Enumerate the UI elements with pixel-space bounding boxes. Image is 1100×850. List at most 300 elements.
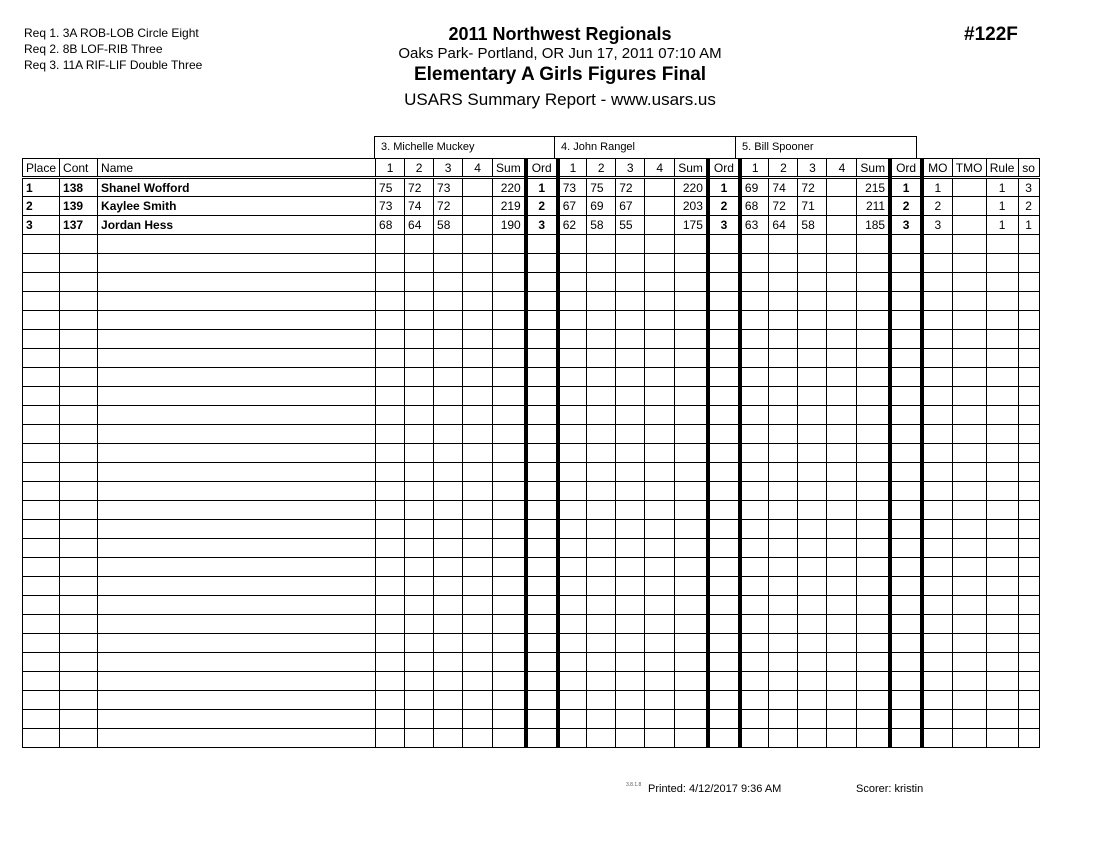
judge1-score1-cell — [376, 596, 405, 615]
table-row — [23, 178, 1040, 197]
judge3-score1-cell — [740, 596, 769, 615]
judge3-score2-cell — [769, 444, 798, 463]
judge3-score2-cell — [769, 349, 798, 368]
contestant-number-cell — [60, 596, 98, 615]
judge1-ordinal-cell: 1 — [526, 178, 558, 197]
place-cell — [23, 463, 60, 482]
judge3-ordinal-cell — [890, 273, 922, 292]
judge3-sum-cell — [857, 273, 890, 292]
judge2-score3-cell — [616, 444, 645, 463]
judge3-score2-cell — [769, 387, 798, 406]
contestant-number-cell — [60, 577, 98, 596]
judge2-score2-cell — [587, 596, 616, 615]
mo-cell — [922, 330, 952, 349]
judge3-sum-cell — [857, 710, 890, 729]
rule-cell — [986, 558, 1018, 577]
judge1-score3-cell — [434, 273, 463, 292]
judge2-score4-cell — [645, 273, 675, 292]
judge1-score2-cell — [405, 273, 434, 292]
judge3-sum-cell — [857, 653, 890, 672]
judge1-ordinal-cell — [526, 463, 558, 482]
mo-cell — [922, 235, 952, 254]
rule-cell — [986, 311, 1018, 330]
judge3-score1-cell — [740, 311, 769, 330]
place-cell — [23, 292, 60, 311]
judge2-score2-cell — [587, 387, 616, 406]
judge2-ordinal-cell: 2 — [708, 197, 740, 216]
col-header-judge1-score2: 2 — [405, 159, 434, 178]
judge2-score2-cell — [587, 653, 616, 672]
judge1-score2-cell — [405, 672, 434, 691]
judge2-score1-cell — [558, 254, 587, 273]
judge3-sum-cell — [857, 349, 890, 368]
table-row — [23, 691, 1040, 710]
judge1-sum-cell — [493, 406, 526, 425]
judge1-score2-cell — [405, 615, 434, 634]
tmo-cell — [952, 710, 986, 729]
so-cell — [1018, 672, 1039, 691]
judge2-ordinal-cell — [708, 463, 740, 482]
judge3-score1-cell — [740, 387, 769, 406]
place-cell — [23, 558, 60, 577]
location-date: Oaks Park- Portland, OR Jun 17, 2011 07:10 AM — [398, 45, 722, 62]
judge3-score1-cell — [740, 292, 769, 311]
judge3-score3-cell — [798, 406, 827, 425]
event-number: #122F — [964, 24, 1018, 45]
place-cell — [23, 653, 60, 672]
tmo-cell — [952, 729, 986, 748]
judge2-score2-cell — [587, 311, 616, 330]
judge3-score4-cell — [827, 615, 857, 634]
judge1-score1-cell — [376, 444, 405, 463]
judge2-sum-cell — [675, 520, 708, 539]
judge3-sum-cell — [857, 634, 890, 653]
judge1-sum-cell — [493, 311, 526, 330]
judge1-score3-cell — [434, 425, 463, 444]
judge3-score1-cell — [740, 634, 769, 653]
judge1-score4-cell — [463, 558, 493, 577]
contestant-number-cell: 137 — [60, 216, 98, 235]
judge1-sum-cell — [493, 729, 526, 748]
judge1-score3-cell — [434, 615, 463, 634]
so-cell — [1018, 425, 1039, 444]
judge2-ordinal-cell — [708, 615, 740, 634]
judge2-score1-cell — [558, 634, 587, 653]
judge1-score1-cell — [376, 653, 405, 672]
judge1-sum-cell — [493, 520, 526, 539]
col-header-judge3-score4: 4 — [827, 159, 857, 178]
judge1-score3-cell — [434, 349, 463, 368]
contestant-number-cell — [60, 691, 98, 710]
contestant-number-cell — [60, 387, 98, 406]
judge3-score1-cell — [740, 273, 769, 292]
col-header-judge2-score3: 3 — [616, 159, 645, 178]
judge1-score4-cell — [463, 311, 493, 330]
judge3-score2-cell — [769, 463, 798, 482]
judge2-score2-cell — [587, 539, 616, 558]
judge2-score1-cell — [558, 596, 587, 615]
requirement-2: Req 2. 8B LOF-RIB Three — [24, 42, 163, 56]
judge2-ordinal-cell — [708, 577, 740, 596]
judge2-score1-cell — [558, 387, 587, 406]
judge2-score3-cell — [616, 387, 645, 406]
judge3-score2-cell — [769, 311, 798, 330]
judge3-sum-cell — [857, 539, 890, 558]
rule-cell — [986, 368, 1018, 387]
tmo-cell — [952, 539, 986, 558]
judge2-score2-cell: 75 — [587, 178, 616, 197]
judge2-score2-cell — [587, 691, 616, 710]
col-header-tmo: TMO — [952, 159, 986, 178]
judge1-ordinal-cell — [526, 672, 558, 691]
judge1-score4-cell — [463, 672, 493, 691]
judge3-score4-cell — [827, 634, 857, 653]
judge3-score1-cell — [740, 406, 769, 425]
judge3-sum-cell — [857, 235, 890, 254]
mo-cell — [922, 254, 952, 273]
so-cell — [1018, 539, 1039, 558]
contestant-number-cell — [60, 615, 98, 634]
judge-header-3: 5. Bill Spooner — [735, 136, 917, 158]
judge2-sum-cell: 175 — [675, 216, 708, 235]
judge3-ordinal-cell — [890, 615, 922, 634]
judge3-sum-cell: 185 — [857, 216, 890, 235]
judge2-score3-cell — [616, 501, 645, 520]
judge3-score2-cell — [769, 558, 798, 577]
judge2-score2-cell — [587, 444, 616, 463]
judge2-score1-cell — [558, 577, 587, 596]
judge2-score3-cell — [616, 463, 645, 482]
judge2-ordinal-cell — [708, 311, 740, 330]
so-cell — [1018, 710, 1039, 729]
judge3-score4-cell — [827, 235, 857, 254]
table-row — [23, 577, 1040, 596]
tmo-cell — [952, 577, 986, 596]
tmo-cell — [952, 406, 986, 425]
judge1-sum-cell — [493, 235, 526, 254]
judge2-ordinal-cell: 3 — [708, 216, 740, 235]
judge3-sum-cell: 215 — [857, 178, 890, 197]
rule-cell — [986, 254, 1018, 273]
judge3-score3-cell — [798, 653, 827, 672]
judge2-score2-cell — [587, 406, 616, 425]
judge3-score3-cell — [798, 463, 827, 482]
version-label: 3.8.1.8 — [626, 782, 642, 788]
judge1-sum-cell — [493, 292, 526, 311]
judge2-score4-cell — [645, 254, 675, 273]
judge3-score3-cell — [798, 482, 827, 501]
judge3-score2-cell — [769, 254, 798, 273]
tmo-cell — [952, 463, 986, 482]
judge1-score3-cell — [434, 311, 463, 330]
judge2-sum-cell — [675, 653, 708, 672]
place-cell — [23, 691, 60, 710]
so-cell — [1018, 596, 1039, 615]
judge2-ordinal-cell — [708, 349, 740, 368]
table-row — [23, 197, 1040, 216]
skater-name-cell — [98, 349, 376, 368]
judge1-sum-cell — [493, 615, 526, 634]
judge1-ordinal-cell — [526, 387, 558, 406]
table-row — [23, 387, 1040, 406]
judge2-score3-cell — [616, 596, 645, 615]
judge3-score2-cell — [769, 501, 798, 520]
judge2-ordinal-cell — [708, 691, 740, 710]
judge1-score4-cell — [463, 729, 493, 748]
judge2-score4-cell — [645, 596, 675, 615]
judge3-score3-cell: 71 — [798, 197, 827, 216]
judge1-score3-cell — [434, 672, 463, 691]
judge1-score2-cell — [405, 577, 434, 596]
rule-cell — [986, 596, 1018, 615]
judge2-sum-cell — [675, 577, 708, 596]
judge2-sum-cell — [675, 634, 708, 653]
mo-cell — [922, 501, 952, 520]
table-row — [23, 615, 1040, 634]
judge1-score3-cell — [434, 444, 463, 463]
judge3-score2-cell: 74 — [769, 178, 798, 197]
judge1-sum-cell — [493, 444, 526, 463]
so-cell: 2 — [1018, 197, 1039, 216]
judge2-ordinal-cell — [708, 330, 740, 349]
table-row — [23, 216, 1040, 235]
judge2-score4-cell — [645, 482, 675, 501]
judge2-score2-cell — [587, 482, 616, 501]
judge2-score3-cell — [616, 406, 645, 425]
so-cell — [1018, 387, 1039, 406]
judge1-score1-cell — [376, 710, 405, 729]
judge2-score4-cell — [645, 349, 675, 368]
judge3-ordinal-cell — [890, 577, 922, 596]
judge1-score2-cell — [405, 368, 434, 387]
judge2-score2-cell — [587, 330, 616, 349]
table-row — [23, 311, 1040, 330]
judge3-score2-cell — [769, 520, 798, 539]
judge3-score2-cell — [769, 330, 798, 349]
place-cell — [23, 634, 60, 653]
contestant-number-cell — [60, 672, 98, 691]
mo-cell — [922, 615, 952, 634]
rule-cell — [986, 235, 1018, 254]
mo-cell — [922, 482, 952, 501]
judge2-sum-cell — [675, 463, 708, 482]
judge2-score2-cell — [587, 729, 616, 748]
judge2-sum-cell — [675, 330, 708, 349]
contestant-number-cell — [60, 330, 98, 349]
judge1-score3-cell: 58 — [434, 216, 463, 235]
judge2-score1-cell — [558, 444, 587, 463]
judge3-sum-cell — [857, 577, 890, 596]
so-cell — [1018, 349, 1039, 368]
so-cell — [1018, 729, 1039, 748]
judge1-score1-cell — [376, 425, 405, 444]
judge1-ordinal-cell — [526, 520, 558, 539]
competition-title: 2011 Northwest Regionals — [448, 24, 672, 44]
judge2-sum-cell — [675, 596, 708, 615]
judge1-ordinal-cell — [526, 444, 558, 463]
judge3-ordinal-cell — [890, 634, 922, 653]
judge1-score2-cell — [405, 634, 434, 653]
judge2-sum-cell — [675, 615, 708, 634]
judge2-score4-cell — [645, 368, 675, 387]
judge2-score1-cell — [558, 368, 587, 387]
judge1-ordinal-cell — [526, 425, 558, 444]
judge1-sum-cell — [493, 330, 526, 349]
judge3-score2-cell — [769, 577, 798, 596]
judge3-score2-cell — [769, 672, 798, 691]
judge3-score4-cell — [827, 463, 857, 482]
judge3-score4-cell — [827, 596, 857, 615]
judge2-score4-cell — [645, 311, 675, 330]
judge2-sum-cell — [675, 729, 708, 748]
judge1-score4-cell — [463, 539, 493, 558]
judge3-sum-cell — [857, 444, 890, 463]
place-cell — [23, 368, 60, 387]
judge2-score4-cell — [645, 729, 675, 748]
judge2-sum-cell — [675, 273, 708, 292]
table-row — [23, 653, 1040, 672]
mo-cell: 3 — [922, 216, 952, 235]
rule-cell — [986, 520, 1018, 539]
judge2-sum-cell — [675, 349, 708, 368]
judge3-sum-cell — [857, 520, 890, 539]
judge2-score3-cell — [616, 615, 645, 634]
judge1-ordinal-cell — [526, 406, 558, 425]
scorer-label: Scorer: kristin — [856, 783, 924, 795]
judge3-score1-cell — [740, 349, 769, 368]
skater-name-cell — [98, 729, 376, 748]
judge2-sum-cell — [675, 368, 708, 387]
judge2-sum-cell: 203 — [675, 197, 708, 216]
judge2-score1-cell — [558, 729, 587, 748]
col-header-judge2-ord: Ord — [708, 159, 740, 178]
judge1-score2-cell — [405, 311, 434, 330]
judge2-sum-cell — [675, 387, 708, 406]
judge1-score3-cell — [434, 463, 463, 482]
judge2-score2-cell — [587, 501, 616, 520]
judge1-score4-cell — [463, 330, 493, 349]
judge2-ordinal-cell — [708, 596, 740, 615]
judge3-score4-cell — [827, 273, 857, 292]
judge1-score4-cell — [463, 482, 493, 501]
table-row — [23, 501, 1040, 520]
judge2-score3-cell — [616, 292, 645, 311]
judge1-score1-cell — [376, 254, 405, 273]
so-cell — [1018, 406, 1039, 425]
col-header-so: so — [1018, 159, 1039, 178]
judge1-score2-cell — [405, 558, 434, 577]
judge3-score3-cell — [798, 254, 827, 273]
judge1-ordinal-cell — [526, 273, 558, 292]
judge1-score1-cell — [376, 387, 405, 406]
judge3-ordinal-cell — [890, 254, 922, 273]
judge2-score1-cell — [558, 311, 587, 330]
judge2-score3-cell — [616, 273, 645, 292]
table-row — [23, 729, 1040, 748]
tmo-cell — [952, 197, 986, 216]
judge2-ordinal-cell — [708, 406, 740, 425]
judge3-score3-cell — [798, 729, 827, 748]
table-row — [23, 539, 1040, 558]
col-header-judge3-score3: 3 — [798, 159, 827, 178]
judge1-score3-cell — [434, 254, 463, 273]
place-cell: 3 — [23, 216, 60, 235]
place-cell — [23, 577, 60, 596]
judge3-score3-cell — [798, 577, 827, 596]
place-cell — [23, 444, 60, 463]
judge1-score2-cell — [405, 349, 434, 368]
judge1-sum-cell — [493, 425, 526, 444]
judge2-score4-cell — [645, 178, 675, 197]
judge3-ordinal-cell — [890, 520, 922, 539]
judge1-score1-cell — [376, 691, 405, 710]
judge2-sum-cell — [675, 444, 708, 463]
judge3-ordinal-cell: 2 — [890, 197, 922, 216]
skater-name-cell — [98, 406, 376, 425]
judge2-score3-cell — [616, 710, 645, 729]
judge2-score4-cell — [645, 330, 675, 349]
judge1-score3-cell — [434, 482, 463, 501]
judge2-sum-cell: 220 — [675, 178, 708, 197]
judge2-score4-cell — [645, 634, 675, 653]
judge1-score3-cell — [434, 634, 463, 653]
judge2-score3-cell — [616, 672, 645, 691]
judge1-sum-cell — [493, 482, 526, 501]
judge1-score4-cell — [463, 710, 493, 729]
judge3-score1-cell — [740, 691, 769, 710]
judge3-sum-cell — [857, 672, 890, 691]
judge1-ordinal-cell — [526, 691, 558, 710]
so-cell — [1018, 273, 1039, 292]
rule-cell — [986, 349, 1018, 368]
judge2-score1-cell — [558, 482, 587, 501]
judge3-score2-cell — [769, 235, 798, 254]
judge1-score2-cell — [405, 387, 434, 406]
judge1-ordinal-cell — [526, 501, 558, 520]
judge1-sum-cell — [493, 387, 526, 406]
mo-cell — [922, 672, 952, 691]
rule-cell — [986, 406, 1018, 425]
table-row — [23, 406, 1040, 425]
judge3-sum-cell — [857, 406, 890, 425]
judge3-score3-cell — [798, 273, 827, 292]
judge1-score4-cell — [463, 349, 493, 368]
tmo-cell — [952, 672, 986, 691]
judge3-ordinal-cell — [890, 691, 922, 710]
table-row — [23, 235, 1040, 254]
judge2-score1-cell — [558, 273, 587, 292]
place-cell — [23, 425, 60, 444]
contestant-number-cell — [60, 368, 98, 387]
judge1-score4-cell — [463, 653, 493, 672]
judge3-score4-cell — [827, 691, 857, 710]
judge2-score3-cell — [616, 482, 645, 501]
judge1-sum-cell — [493, 691, 526, 710]
skater-name-cell — [98, 520, 376, 539]
mo-cell — [922, 273, 952, 292]
judge3-score1-cell — [740, 254, 769, 273]
rule-cell — [986, 387, 1018, 406]
table-row — [23, 273, 1040, 292]
judge3-score4-cell — [827, 482, 857, 501]
judge1-score1-cell — [376, 330, 405, 349]
judge1-score2-cell — [405, 463, 434, 482]
judge2-sum-cell — [675, 311, 708, 330]
judge3-score3-cell — [798, 235, 827, 254]
judge3-ordinal-cell — [890, 596, 922, 615]
mo-cell — [922, 425, 952, 444]
judge3-score2-cell — [769, 539, 798, 558]
